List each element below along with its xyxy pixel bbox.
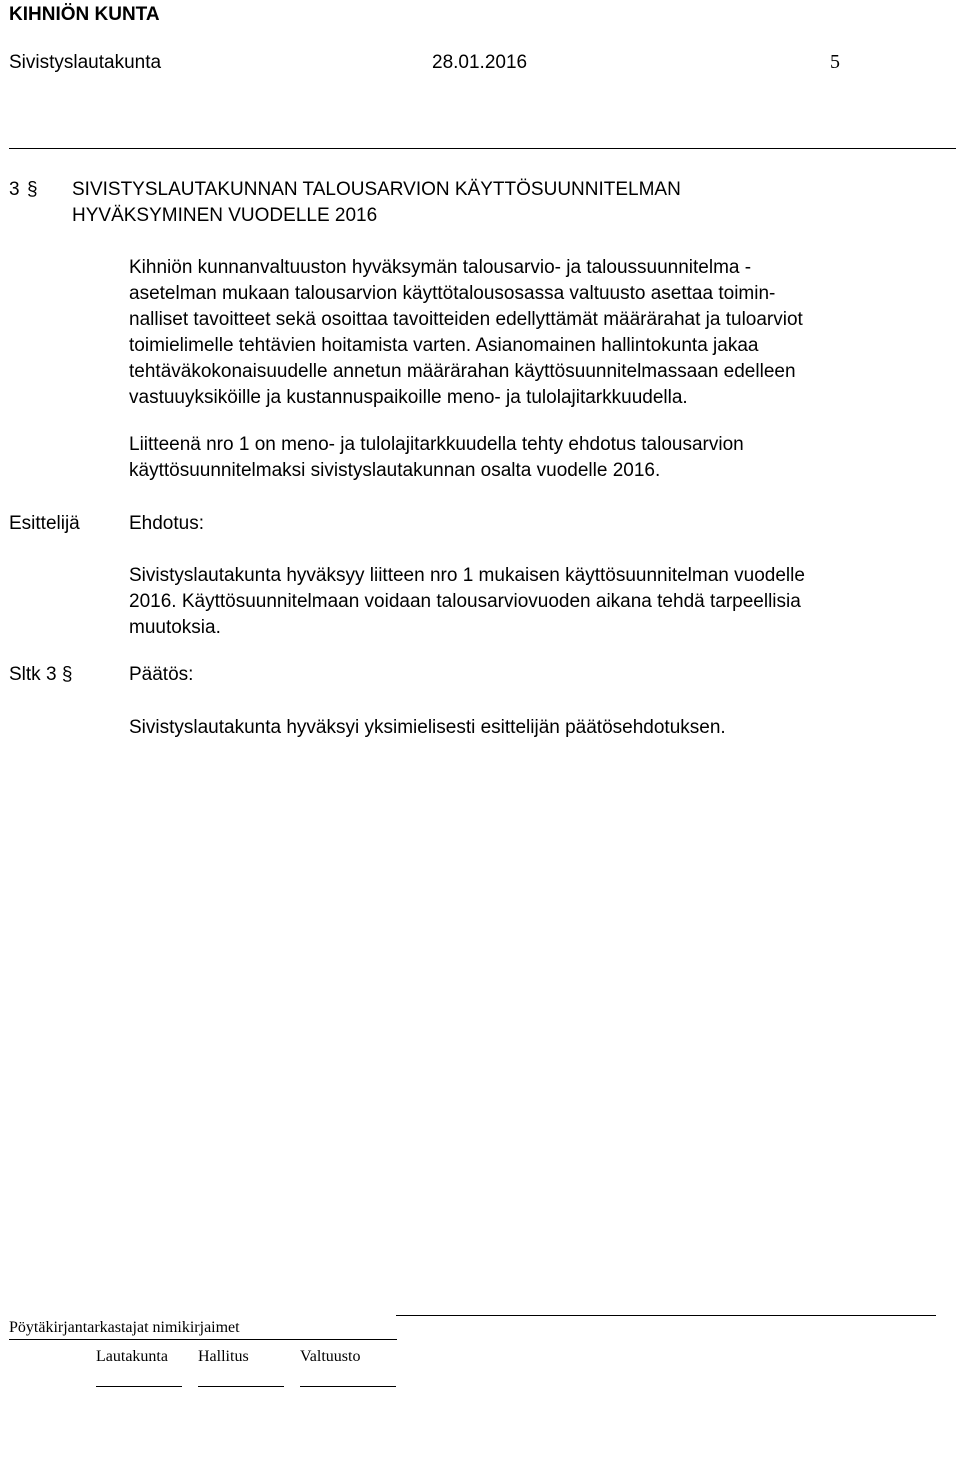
header-divider bbox=[9, 148, 956, 149]
proposal-text bbox=[129, 563, 959, 641]
footer-label: Pöytäkirjantarkastajat nimikirjaimet bbox=[9, 1319, 240, 1336]
footer-divider bbox=[396, 1315, 936, 1316]
paragraph-line: nalliset tavoitteet sekä osoittaa tavoitteiden edellyttämät määrärahat ja tuloarviot bbox=[129, 309, 803, 330]
presenter-label: Esittelijä bbox=[9, 513, 80, 534]
organization-name: KIHNIÖN KUNTA bbox=[9, 4, 160, 25]
section-title-line: HYVÄKSYMINEN VUODELLE 2016 bbox=[72, 205, 378, 226]
paragraph-line: 2016. Käyttösuunnitelmaan voidaan talousarviovuoden aikana tehdä tarpeellisia bbox=[129, 591, 801, 612]
initials-line bbox=[198, 1386, 284, 1387]
proposal-label: Ehdotus: bbox=[129, 513, 204, 534]
section-number: 3 bbox=[9, 179, 20, 200]
decision-label: Päätös: bbox=[129, 664, 194, 685]
initials-line bbox=[96, 1386, 182, 1387]
footer-column-label: Hallitus bbox=[198, 1348, 249, 1365]
decision-text bbox=[129, 715, 959, 741]
decision-reference bbox=[9, 664, 72, 686]
paragraph-line: Kihniön kunnanvaltuuston hyväksymän talousarvio- ja taloussuunnitelma - bbox=[129, 257, 752, 278]
paragraph-line: muutoksia. bbox=[129, 617, 221, 638]
paragraph-line: vastuuyksiköille ja kustannuspaikoille meno- ja tulolajitarkkuudella. bbox=[129, 387, 688, 408]
decision-reference-text: Sltk 3 bbox=[9, 664, 57, 685]
paragraph-line: Liitteenä nro 1 on meno- ja tulolajitarkkuudella tehty ehdotus talousarvion bbox=[129, 434, 744, 455]
footer-column-label: Lautakunta bbox=[96, 1348, 168, 1365]
body-paragraph bbox=[129, 255, 959, 411]
paragraph-line: asetelman mukaan talousarvion käyttötalousosassa valtuusto asettaa toimin- bbox=[129, 283, 776, 304]
decision-reference-symbol: § bbox=[61, 664, 73, 685]
paragraph-line: toimielimelle tehtävien hoitamista varten. Asianomainen hallintokunta jakaa bbox=[129, 335, 759, 356]
footer-divider bbox=[9, 1339, 397, 1340]
header-date: 28.01.2016 bbox=[432, 52, 528, 73]
paragraph-line: Sivistyslautakunta hyväksyy liitteen nro 1 mukaisen käyttösuunnitelman vuodelle bbox=[129, 565, 805, 586]
paragraph-line: käyttösuunnitelmaksi sivistyslautakunnan osalta vuodelle 2016. bbox=[129, 460, 661, 481]
section-symbol: § bbox=[27, 179, 38, 200]
page-number: 5 bbox=[830, 51, 840, 73]
body-paragraph bbox=[129, 432, 959, 484]
footer-column-label: Valtuusto bbox=[300, 1348, 361, 1365]
paragraph-line: tehtäväkokonaisuudelle annetun määrärahan käyttösuunnitelmassaan edelleen bbox=[129, 361, 796, 382]
initials-line bbox=[300, 1386, 396, 1387]
section-title-line: SIVISTYSLAUTAKUNNAN TALOUSARVION KÄYTTÖSUUNNITELMAN bbox=[72, 179, 681, 200]
header-board-name: Sivistyslautakunta bbox=[9, 52, 162, 73]
paragraph-line: Sivistyslautakunta hyväksyi yksimielisesti esittelijän päätösehdotuksen. bbox=[129, 717, 726, 738]
